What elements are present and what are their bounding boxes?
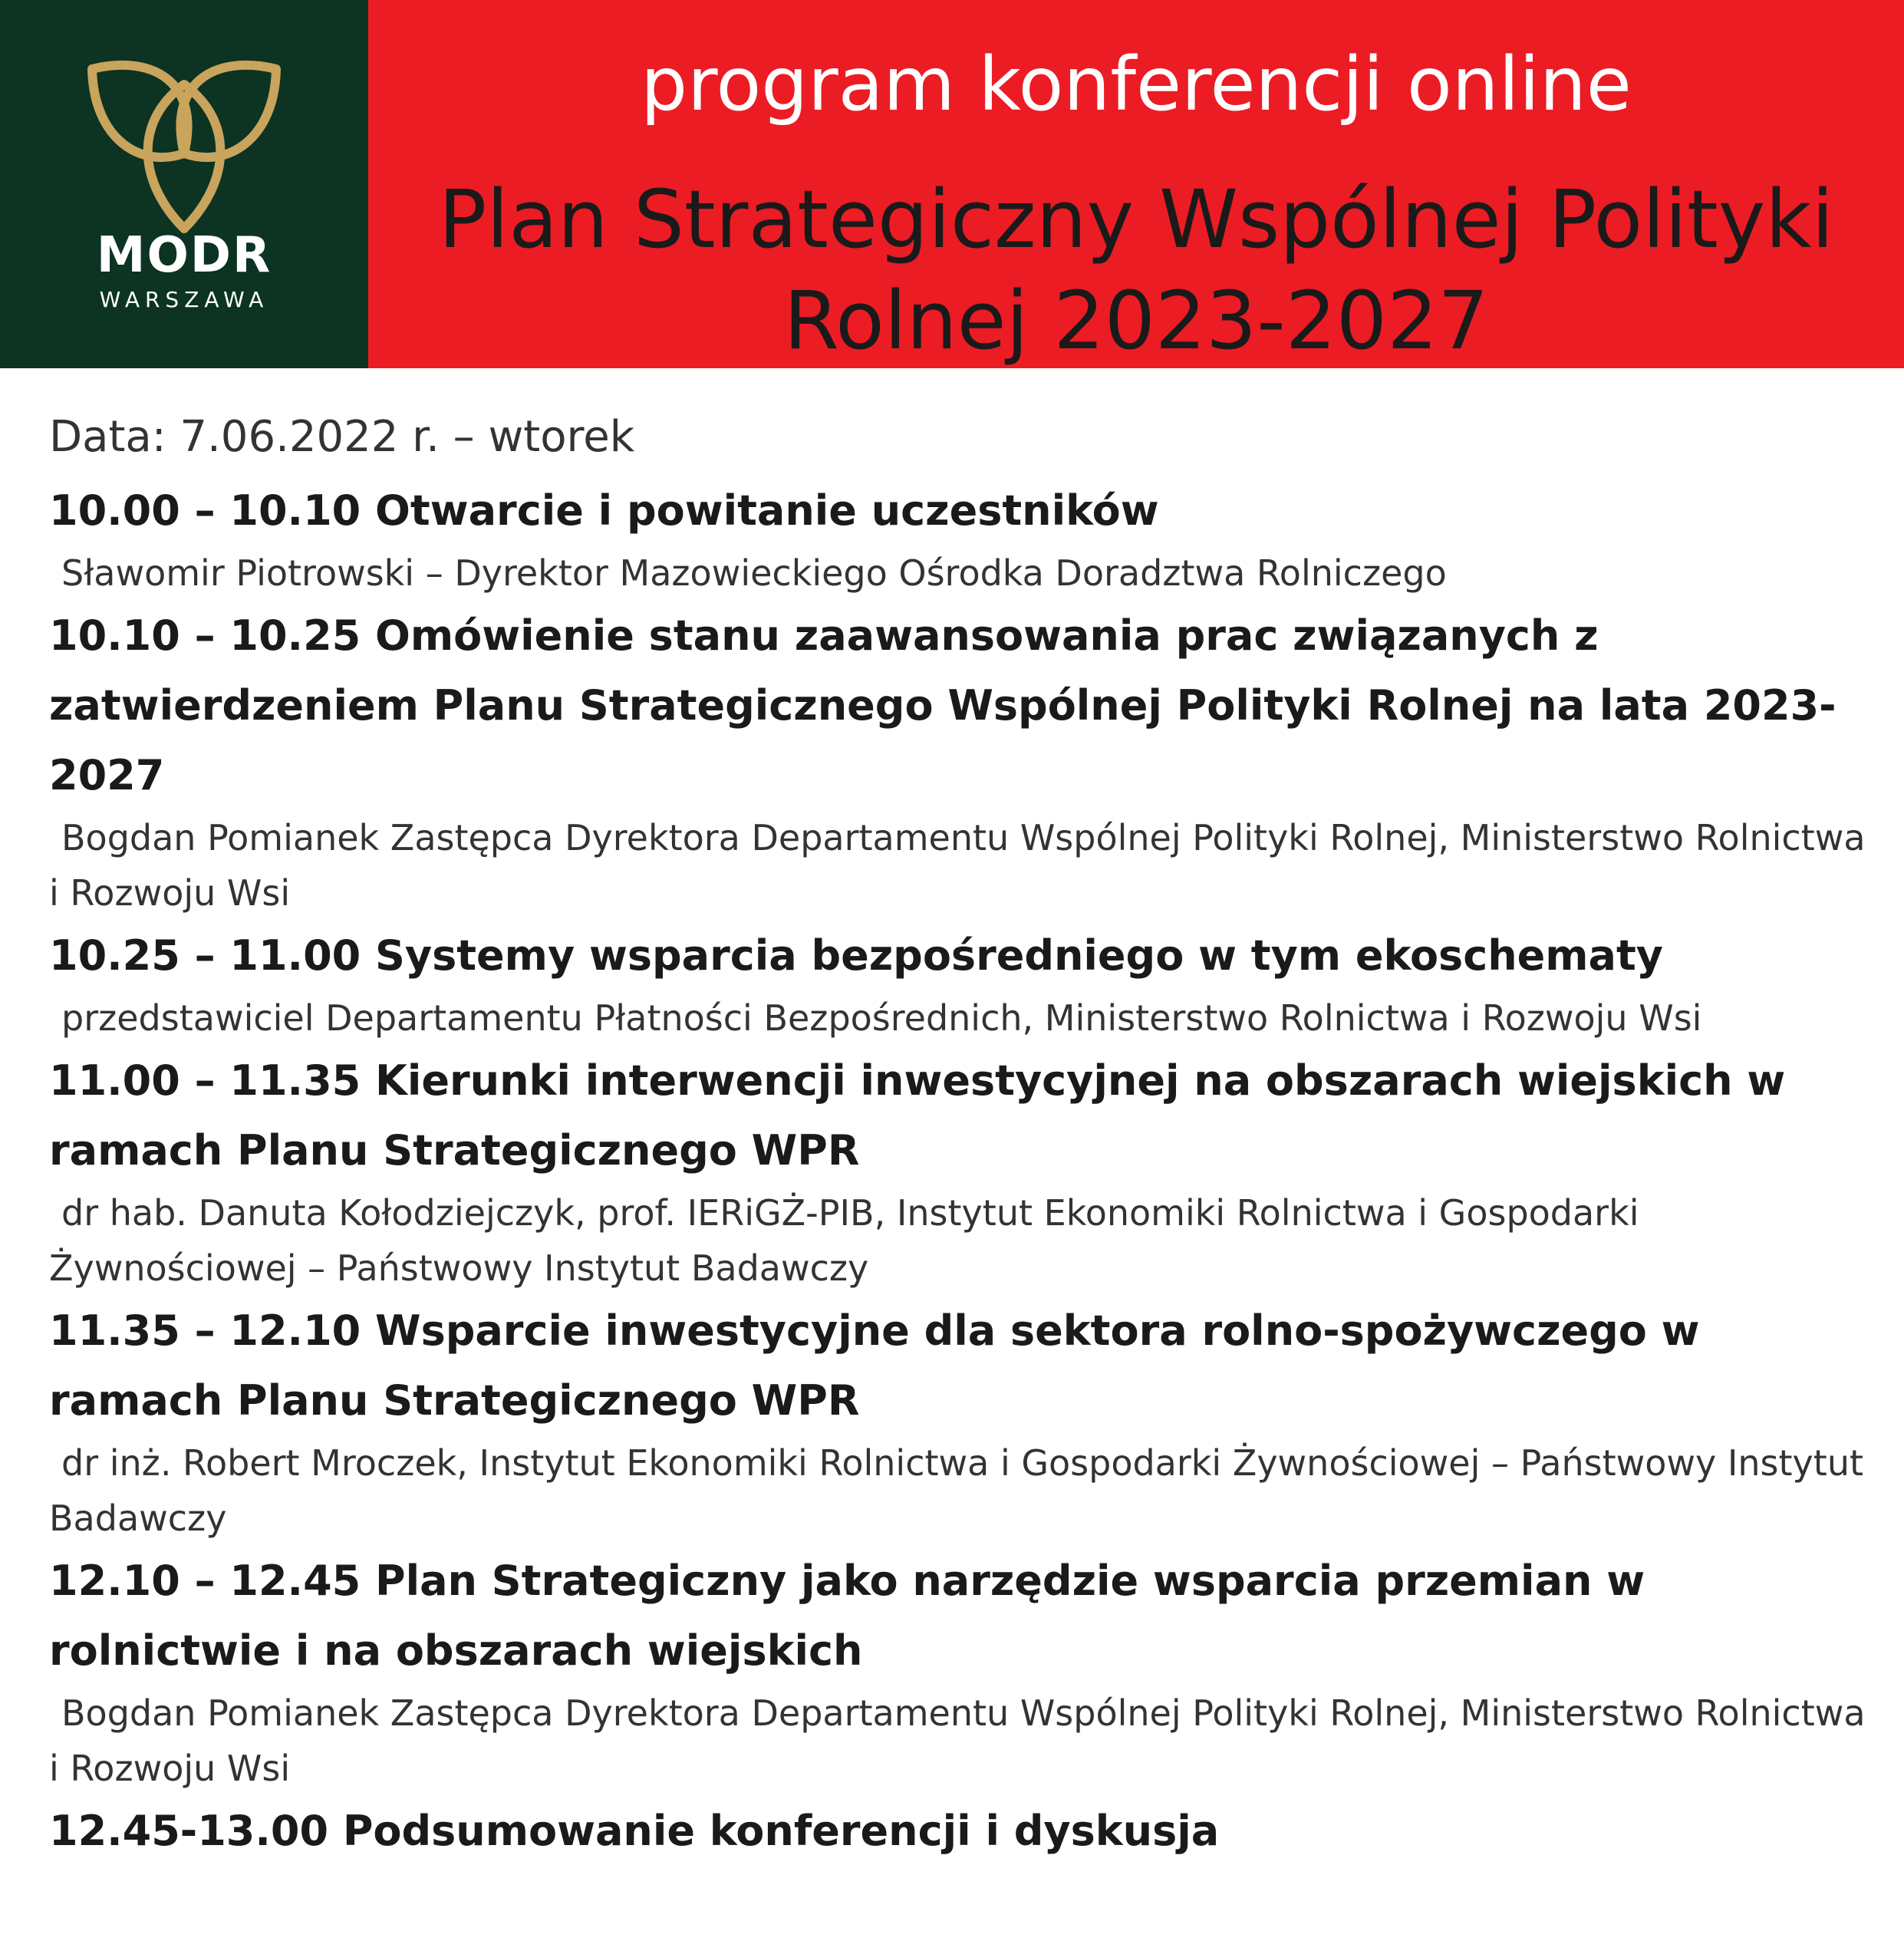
logo-name: MODR	[96, 227, 272, 284]
agenda-item-title: 10.10 – 10.25 Omówienie stanu zaawansowania prac związanych z zatwierdzeniem Planu Strategicznego Wspólnej Polityki Rolnej na lata 2023-2027	[49, 611, 1836, 799]
agenda-item	[49, 1046, 1875, 1296]
agenda	[49, 407, 1875, 1866]
agenda-item	[49, 1796, 1875, 1866]
agenda-item-speaker: dr inż. Robert Mroczek, Instytut Ekonomiki Rolnictwa i Gospodarki Żywnościowej – Państwowy Instytut Badawczy	[49, 1442, 1864, 1539]
agenda-item	[49, 1296, 1875, 1546]
page-title-line-1: Plan Strategiczny Wspólnej Polityki	[438, 173, 1834, 266]
agenda-item-speaker: dr hab. Danuta Kołodziejczyk, prof. IERiGŻ-PIB, Instytut Ekonomiki Rolnictwa i Gospodarki Żywnościowej – Państwowy Instytut Badawczy	[49, 1192, 1639, 1289]
agenda-item-speaker: Bogdan Pomianek Zastępca Dyrektora Departamentu Wspólnej Polityki Rolnej, Ministerstwo Rolnictwa i Rozwoju Wsi	[49, 1692, 1866, 1789]
agenda-item-title: 12.45-13.00 Podsumowanie konferencji i dyskusja	[49, 1807, 1220, 1855]
page-title	[384, 169, 1889, 371]
triquetra-logo-icon	[86, 54, 282, 235]
modr-logo	[0, 0, 368, 368]
agenda-item-title: 11.35 – 12.10 Wsparcie inwestycyjne dla sektora rolno-spożywczego w ramach Planu Strategicznego WPR	[49, 1307, 1700, 1425]
conference-date: Data: 7.06.2022 r. – wtorek	[49, 412, 635, 462]
agenda-item	[49, 1546, 1875, 1796]
agenda-item	[49, 921, 1875, 1046]
agenda-item-title: 12.10 – 12.45 Plan Strategiczny jako narzędzie wsparcia przemian w rolnictwie i na obszarach wiejskich	[49, 1557, 1645, 1675]
page-subtitle: program konferencji online	[641, 41, 1632, 127]
agenda-item-speaker: Sławomir Piotrowski – Dyrektor Mazowieckiego Ośrodka Doradztwa Rolniczego	[61, 552, 1447, 594]
header	[0, 0, 1904, 368]
title-banner	[368, 0, 1904, 368]
page-title-line-2: Rolnej 2023-2027	[783, 274, 1489, 367]
agenda-item-speaker: przedstawiciel Departamentu Płatności Bezpośrednich, Ministerstwo Rolnictwa i Rozwoju Wsi	[61, 997, 1702, 1039]
agenda-item-title: 10.00 – 10.10 Otwarcie i powitanie uczestników	[49, 486, 1159, 535]
agenda-item	[49, 601, 1875, 921]
agenda-item-speaker: Bogdan Pomianek Zastępca Dyrektora Departamentu Wspólnej Polityki Rolnej, Ministerstwo Rolnictwa i Rozwoju Wsi	[49, 817, 1866, 914]
agenda-item-title: 11.00 – 11.35 Kierunki interwencji inwestycyjnej na obszarach wiejskich w ramach Planu Strategicznego WPR	[49, 1056, 1786, 1175]
agenda-item-title: 10.25 – 11.00 Systemy wsparcia bezpośredniego w tym ekoschematy	[49, 931, 1663, 980]
logo-city: WARSZAWA	[99, 287, 269, 312]
agenda-item	[49, 476, 1875, 601]
